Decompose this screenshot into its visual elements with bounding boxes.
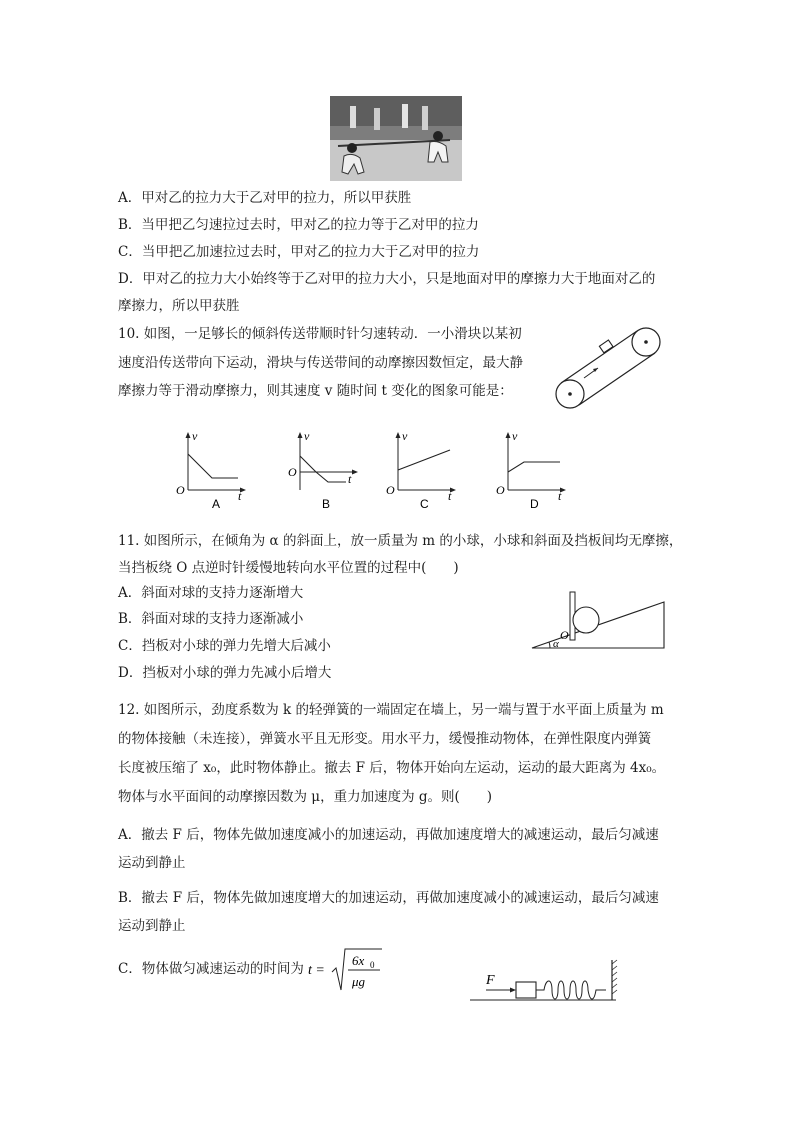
- q12-option-b: B．撤去 F 后，物体先做加速度增大的加速运动，再做加速度减小的减速运动，最后匀减速: [118, 890, 659, 906]
- graph-a: [172, 428, 256, 512]
- graph-c-label: C: [420, 497, 429, 511]
- incline-alpha-label: α: [553, 638, 559, 650]
- q10-stem-line1: 10. 如图，一足够长的倾斜传送带顺时针匀速转动．一小滑块以某初: [118, 326, 522, 342]
- formula-lhs: t =: [308, 963, 325, 978]
- q11-option-b: B．斜面对球的支持力逐渐减小: [118, 611, 304, 627]
- q9-option-d: D．甲对乙的拉力大小始终等于乙对甲的拉力大小，只是地面对甲的摩擦力大于地面对乙的: [118, 271, 656, 287]
- q12-stem-line2: 的物体接触（未连接），弹簧水平且无形变。用水平力，缓慢推动物体，在弹性限度内弹簧: [118, 731, 652, 747]
- q11-option-a: A．斜面对球的支持力逐渐增大: [118, 585, 304, 601]
- formula-denominator: μg: [352, 974, 366, 989]
- q9-option-c: C．当甲把乙加速拉过去时，甲对乙的拉力大于乙对甲的拉力: [118, 244, 480, 260]
- graph-a-v-label: v: [192, 429, 198, 443]
- q10-stem-line3: 摩擦力等于滑动摩擦力，则其速度 v 随时间 t 变化的图象可能是：: [118, 383, 513, 399]
- spring-f-label: F: [486, 973, 495, 988]
- graph-c: [384, 428, 468, 512]
- q12-option-a-cont: 运动到静止: [118, 855, 186, 871]
- graph-d-t-label: t: [558, 489, 562, 503]
- spring-block-figure: [470, 958, 620, 1004]
- q12-option-b-cont: 运动到静止: [118, 918, 186, 934]
- graph-c-o-label: O: [386, 483, 395, 497]
- graph-d: [494, 428, 578, 512]
- formula-subscript: 0: [370, 960, 375, 970]
- graph-b: [284, 428, 368, 512]
- q11-option-c: C．挡板对小球的弹力先增大后减小: [118, 638, 331, 654]
- tug-of-war-photo: [330, 96, 462, 181]
- q11-stem-line2: 当挡板绕 O 点逆时针缓慢地转向水平位置的过程中( ): [118, 560, 459, 576]
- q12-option-a: A．撤去 F 后，物体先做加速度减小的加速运动，再做加速度增大的减速运动，最后匀减速: [118, 827, 659, 843]
- graph-c-v-label: v: [402, 429, 408, 443]
- graph-d-label: D: [530, 497, 539, 511]
- q12-option-c: C．物体做匀减速运动的时间为: [118, 961, 304, 977]
- q11-stem-line1: 11. 如图所示，在倾角为 α 的斜面上，放一质量为 m 的小球，小球和斜面及挡板间均无摩擦，: [118, 533, 683, 549]
- graph-b-v-label: v: [304, 429, 310, 443]
- formula-numerator: 6x: [352, 953, 365, 968]
- graph-b-label: B: [322, 497, 331, 511]
- incline-ball-figure: [528, 586, 668, 652]
- graph-a-t-label: t: [238, 489, 242, 503]
- conveyor-belt-figure: [552, 322, 664, 412]
- graph-d-v-label: v: [512, 429, 518, 443]
- graph-a-o-label: O: [176, 483, 185, 497]
- q9-option-d-cont: 摩擦力，所以甲获胜: [118, 298, 240, 314]
- incline-o-label: O: [560, 628, 569, 642]
- graph-c-t-label: t: [448, 489, 452, 503]
- q11-option-d: D．挡板对小球的弹力先减小后增大: [118, 665, 332, 681]
- q10-stem-line2: 速度沿传送带向下运动，滑块与传送带间的动摩擦因数恒定，最大静: [118, 355, 523, 371]
- graph-a-label: A: [212, 497, 221, 511]
- time-formula: [308, 946, 388, 996]
- q9-option-a: A．甲对乙的拉力大于乙对甲的拉力，所以甲获胜: [118, 190, 412, 206]
- q12-stem-line3: 长度被压缩了 x₀，此时物体静止。撤去 F 后，物体开始向左运动，运动的最大距离为 4x₀。: [118, 760, 666, 776]
- graph-b-o-label: O: [288, 465, 297, 479]
- q12-stem-line4: 物体与水平面间的动摩擦因数为 μ，重力加速度为 g。则( ): [118, 789, 493, 805]
- graph-b-t-label: t: [348, 472, 352, 486]
- graph-d-o-label: O: [496, 483, 505, 497]
- q12-stem-line1: 12. 如图所示，劲度系数为 k 的轻弹簧的一端固定在墙上，另一端与置于水平面上质量为 m: [118, 702, 664, 718]
- q9-option-b: B．当甲把乙匀速拉过去时，甲对乙的拉力等于乙对甲的拉力: [118, 217, 479, 233]
